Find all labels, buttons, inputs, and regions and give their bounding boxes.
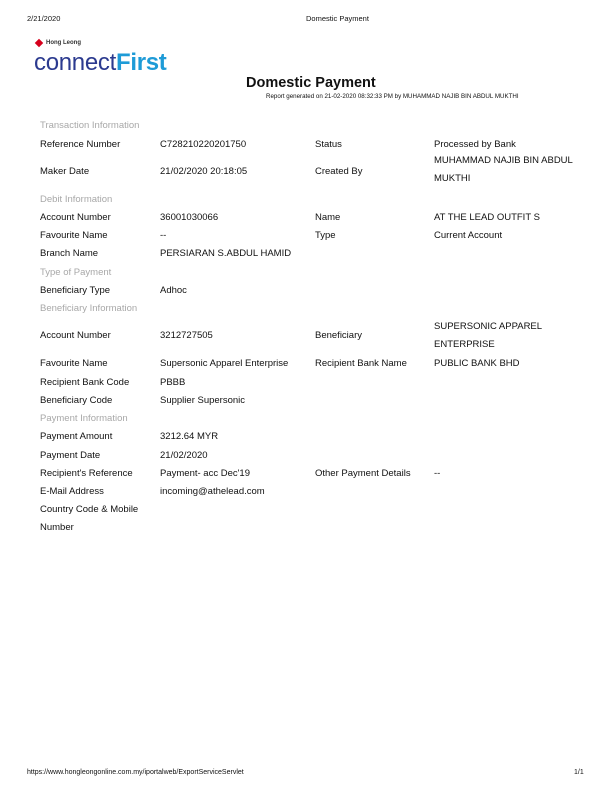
debit-name-value: AT THE LEAD OUTFIT S: [434, 212, 540, 223]
hong-leong-logo: [36, 40, 81, 46]
report-generated-note: Report generated on 21-02-2020 08:32:33 PM by MUHAMMAD NAJIB BIN ABDUL MUKTHI: [266, 93, 519, 100]
beneficiary-favourite-name-value: Supersonic Apparel Enterprise: [160, 358, 289, 369]
reference-number-value: C728210220201750: [160, 139, 247, 150]
page-title: Domestic Payment: [246, 75, 376, 91]
debit-account-number-value: 36001030066: [160, 212, 219, 223]
branch-name-label: Branch Name: [40, 248, 99, 259]
debit-account-number-label: Account Number: [40, 212, 111, 223]
reference-number-label: Reference Number: [40, 139, 121, 150]
other-payment-details-value: --: [434, 468, 441, 479]
debit-type-value: Current Account: [434, 230, 503, 241]
beneficiary-account-number-value: 3212727505: [160, 330, 213, 341]
beneficiary-account-number-label: Account Number: [40, 330, 111, 341]
maker-date-label: Maker Date: [40, 166, 90, 177]
hong-leong-mark-icon: [35, 39, 43, 47]
logo-connect-text: connect: [34, 49, 116, 76]
payment-date-value: 21/02/2020: [160, 450, 208, 461]
payment-amount-value: 3212.64 MYR: [160, 431, 219, 442]
beneficiary-code-label: Beneficiary Code: [40, 395, 113, 406]
branch-name-value: PERSIARAN S.ABDUL HAMID: [160, 248, 292, 259]
recipients-reference-value: Payment- acc Dec'19: [160, 468, 250, 479]
debit-favourite-name-value: --: [160, 230, 167, 241]
status-value: Processed by Bank: [434, 139, 516, 150]
connectfirst-logo: [34, 49, 166, 77]
print-date: 2/21/2020: [27, 14, 61, 23]
logo-first-text: First: [115, 49, 167, 76]
payment-amount-label: Payment Amount: [40, 431, 113, 442]
debit-favourite-name-label: Favourite Name: [40, 230, 108, 241]
beneficiary-favourite-name-label: Favourite Name: [40, 358, 108, 369]
country-code-mobile-number-label: Country Code & Mobile Number: [40, 504, 139, 533]
recipient-bank-code-label: Recipient Bank Code: [40, 377, 130, 388]
section-type-of-payment: Type of Payment: [40, 267, 112, 278]
debit-type-label: Type: [315, 230, 336, 241]
created-by-label: Created By: [315, 166, 363, 177]
section-payment-information: Payment Information: [40, 413, 128, 424]
beneficiary-label: Beneficiary: [315, 330, 362, 341]
section-debit-information: Debit Information: [40, 194, 113, 205]
recipient-bank-name-value: PUBLIC BANK BHD: [434, 358, 520, 369]
created-by-value: MUHAMMAD NAJIB BIN ABDUL MUKTHI: [434, 155, 573, 184]
status-label: Status: [315, 139, 342, 150]
beneficiary-type-value: Adhoc: [160, 285, 187, 296]
section-transaction-information: Transaction Information: [40, 120, 140, 131]
email-address-label: E-Mail Address: [40, 486, 104, 497]
payment-date-label: Payment Date: [40, 450, 101, 461]
beneficiary-type-label: Beneficiary Type: [40, 285, 111, 296]
print-title: Domestic Payment: [306, 14, 369, 23]
beneficiary-code-value: Supplier Supersonic: [160, 395, 246, 406]
recipient-bank-code-value: PBBB: [160, 377, 186, 388]
other-payment-details-label: Other Payment Details: [315, 468, 411, 479]
email-address-value: incoming@athelead.com: [160, 486, 265, 497]
section-beneficiary-information: Beneficiary Information: [40, 303, 138, 314]
debit-name-label: Name: [315, 212, 341, 223]
print-footer-url: https://www.hongleongonline.com.my/iportalweb/ExportServiceServlet: [27, 769, 244, 776]
page-number: 1/1: [574, 769, 584, 776]
recipients-reference-label: Recipient's Reference: [40, 468, 133, 479]
recipient-bank-name-label: Recipient Bank Name: [315, 358, 407, 369]
beneficiary-value: SUPERSONIC APPAREL ENTERPRISE: [434, 321, 542, 350]
maker-date-value: 21/02/2020 20:18:05: [160, 166, 248, 177]
brand-name: Hong Leong: [46, 40, 81, 46]
